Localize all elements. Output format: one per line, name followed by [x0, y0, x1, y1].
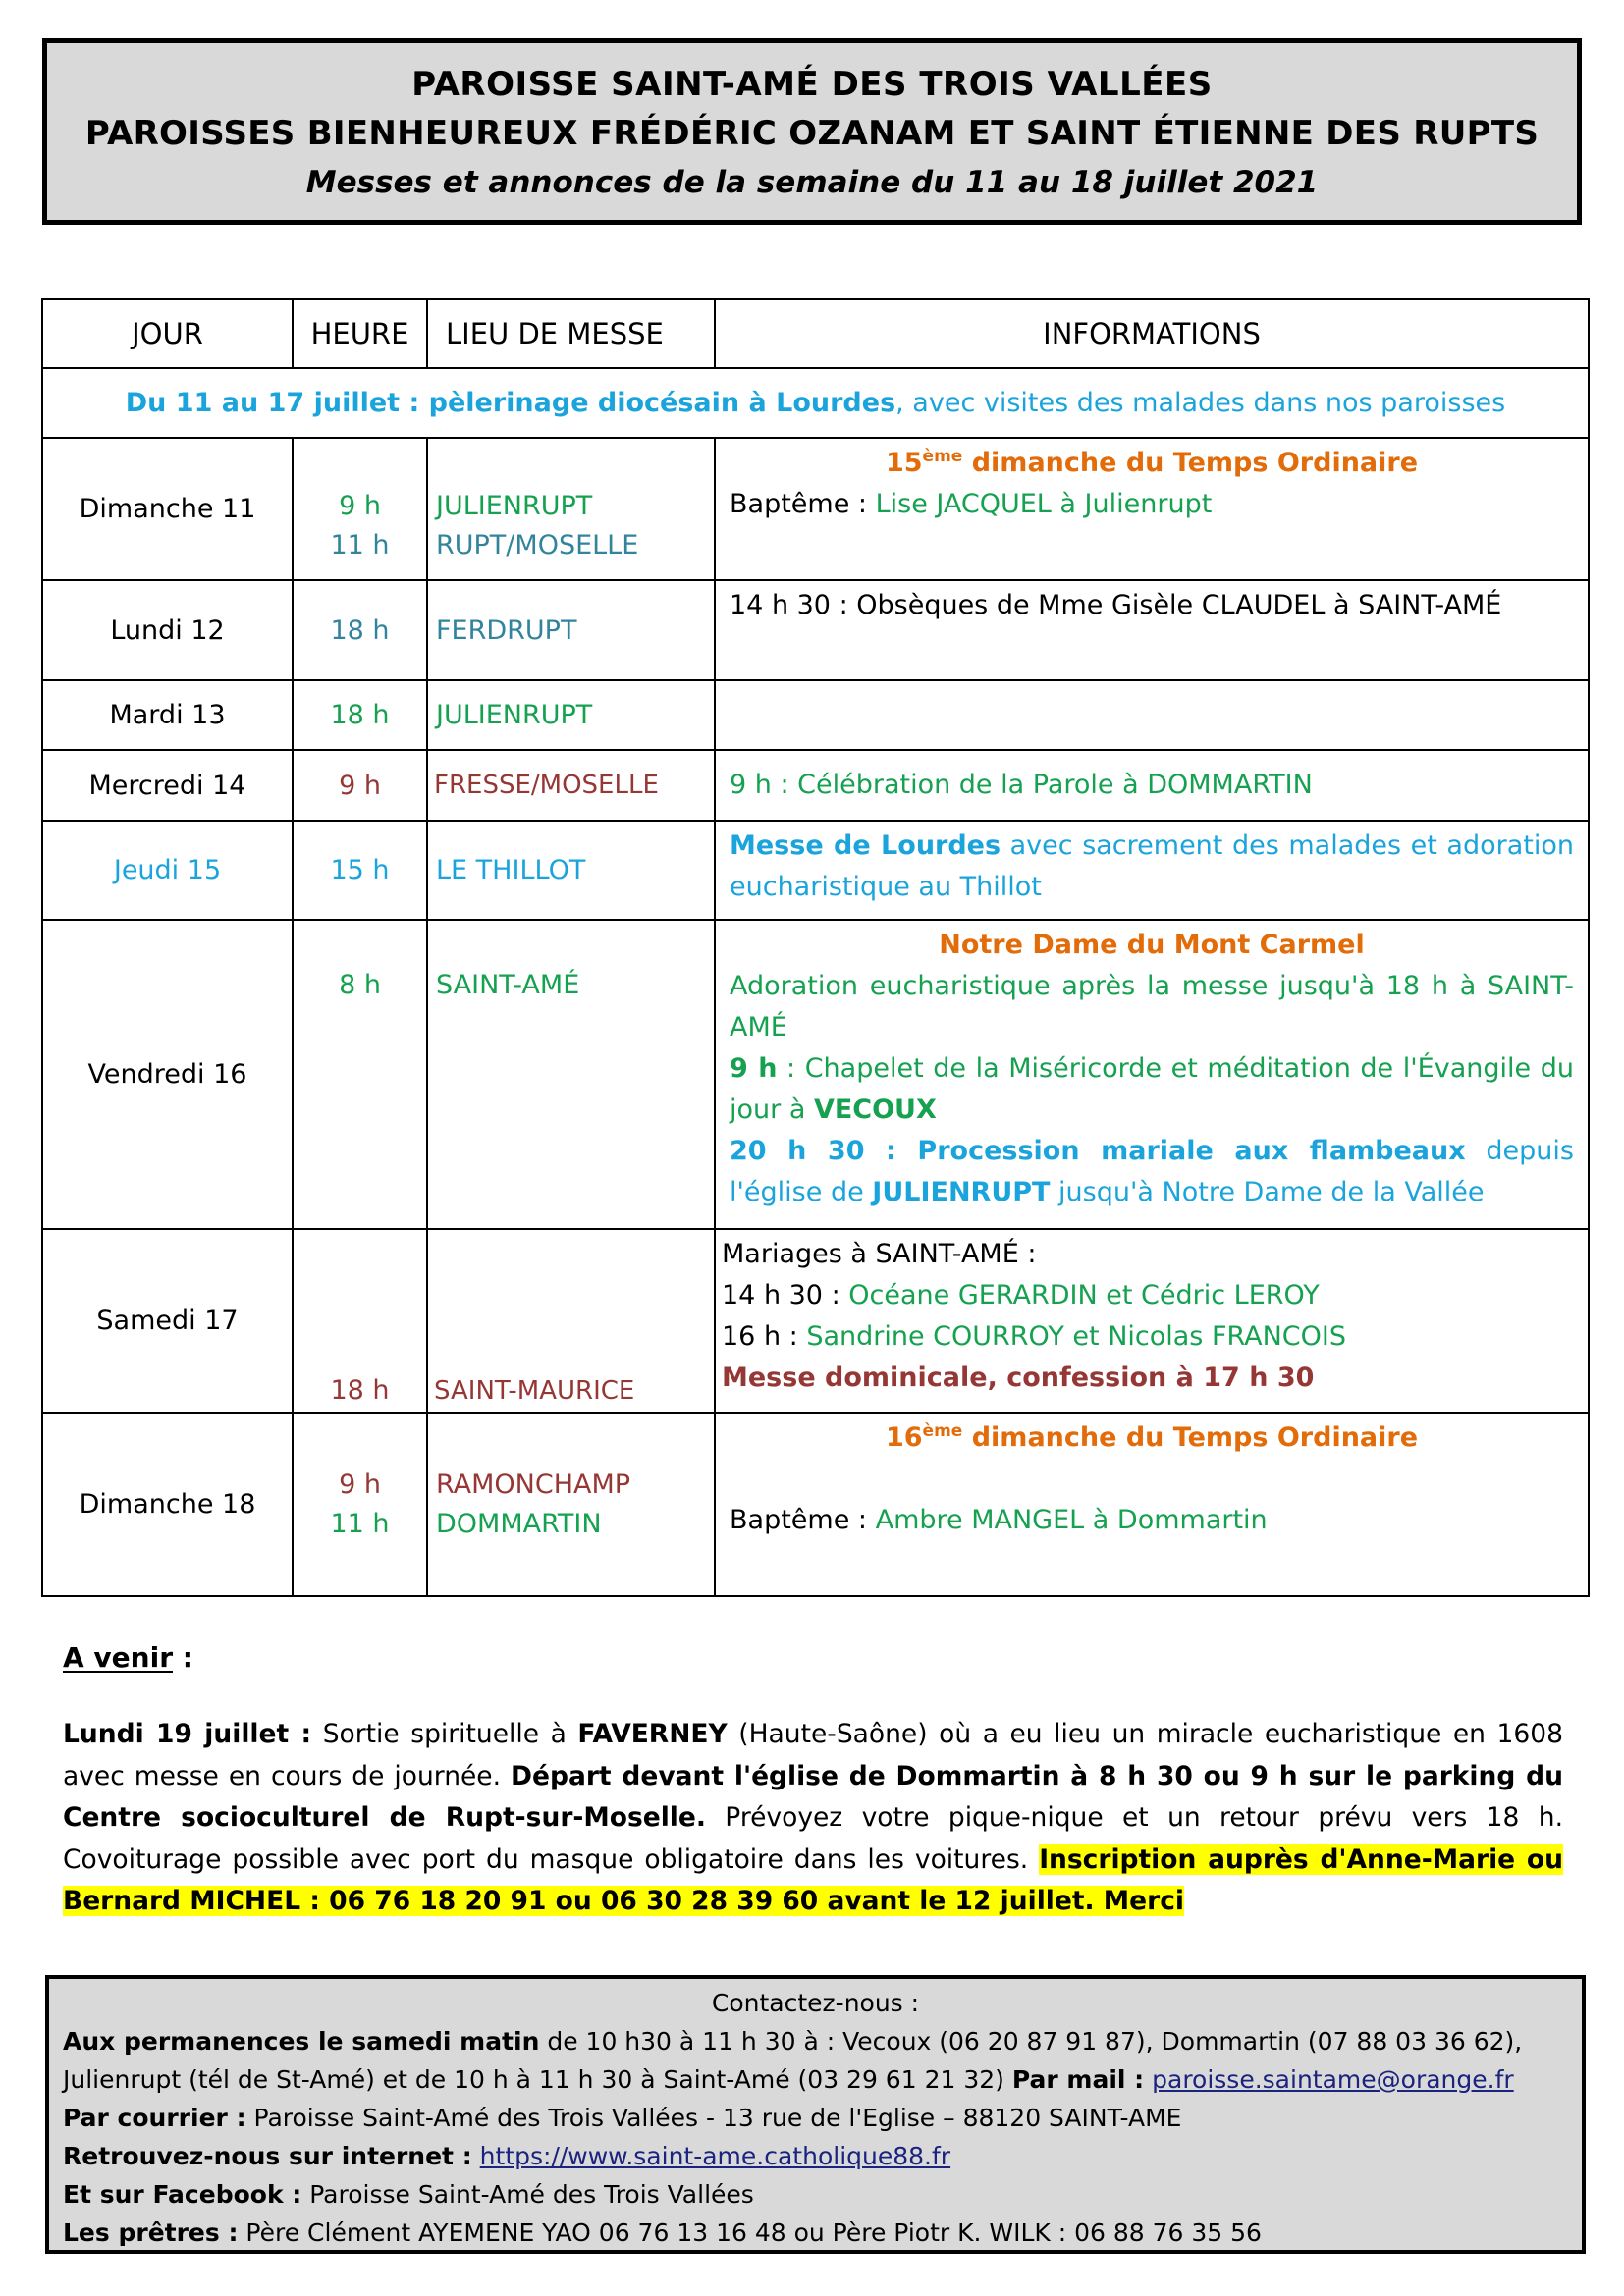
place-cell: JULIENRUPT: [427, 680, 715, 750]
permanences-label: Aux permanences le samedi matin: [63, 2027, 540, 2056]
liturgy-title-text: dimanche du Temps Ordinaire: [962, 448, 1419, 478]
baptism-value: Ambre MANGEL à Dommartin: [875, 1505, 1268, 1535]
day-cell: Dimanche 11: [42, 438, 293, 580]
day-cell: Lundi 12: [42, 580, 293, 680]
table-row: [42, 920, 1589, 1229]
contact-permanences-2: [63, 2065, 1568, 2094]
baptism-label: Baptême :: [730, 1505, 876, 1535]
internet-label: Retrouvez-nous sur internet :: [63, 2142, 472, 2170]
time-cell: 18 h: [293, 680, 427, 750]
parish-title: PAROISSE SAINT-AMÉ DES TROIS VALLÉES: [411, 65, 1213, 104]
liturgy-title-text: dimanche du Temps Ordinaire: [962, 1422, 1419, 1453]
table-row: [42, 1229, 1589, 1413]
contact-courrier: [63, 2104, 1568, 2132]
wedding-names: Océane GERARDIN et Cédric LEROY: [848, 1280, 1320, 1310]
place-value: JULIENRUPT: [436, 490, 593, 521]
parishes-subtitle: PAROISSES BIENHEUREUX FRÉDÉRIC OZANAM ET SAINT ÉTIENNE DES RUPTS: [84, 114, 1540, 153]
time-value: 9 h: [339, 490, 381, 521]
baptism-value: Lise JACQUEL à Julienrupt: [875, 489, 1213, 519]
procession-text: depuis l'église de: [730, 1136, 1574, 1207]
info-cell: [715, 438, 1589, 580]
info-cell: [715, 920, 1589, 1229]
upcoming-heading: [63, 1641, 193, 1674]
table-row: [42, 438, 1589, 580]
time-cell: [293, 438, 427, 580]
baptism-line: [730, 1500, 1574, 1541]
baptism-line: [730, 484, 1574, 525]
upcoming-text: (Haute-Saône) où a eu lieu un miracle eucharistique en 1608 avec messe en cours de journée.: [63, 1719, 1563, 1791]
liturgy-title: [730, 443, 1574, 484]
wedding-line: [722, 1316, 1574, 1358]
day-cell: Mardi 13: [42, 680, 293, 750]
liturgy-sup: ème: [922, 447, 963, 466]
upcoming-heading-colon: :: [173, 1641, 193, 1674]
table-header-row: [42, 299, 1589, 368]
day-cell: Mercredi 14: [42, 750, 293, 821]
info-bold: Messe de Lourdes: [730, 830, 1001, 861]
contact-permanences: [63, 2027, 1568, 2056]
place-value: DOMMARTIN: [436, 1508, 602, 1539]
upcoming-date: Lundi 19 juillet :: [63, 1719, 312, 1749]
time-cell: [293, 1413, 427, 1596]
table-row: [42, 750, 1589, 821]
contact-internet: [63, 2142, 1568, 2170]
procession-text-end: jusqu'à Notre Dame de la Vallée: [1050, 1177, 1485, 1207]
table-row: [42, 580, 1589, 680]
wedding-time: 14 h 30 :: [722, 1280, 849, 1310]
chapelet-line: [730, 1048, 1574, 1131]
upcoming-departure: Départ devant l'église de Dommartin à 8 h 30 ou 9 h sur le parking du Centre socioculturel de Rupt-sur-Moselle.: [63, 1760, 1563, 1833]
mail-label: Par mail :: [1011, 2065, 1145, 2094]
chapelet-time: 9 h: [730, 1053, 778, 1084]
info-cell: [715, 821, 1589, 920]
place-value: RUPT/MOSELLE: [436, 529, 639, 561]
baptism-label: Baptême :: [730, 489, 876, 519]
col-header-jour: JOUR: [42, 299, 293, 368]
upcoming-text: Prévoyez votre pique-nique et un retour prévu vers 18 h. Covoiturage possible avec port du masque obligatoire dans les voitures.: [63, 1802, 1563, 1875]
col-header-heure: HEURE: [293, 299, 427, 368]
time-cell: 15 h: [293, 821, 427, 920]
place-cell: FRESSE/MOSELLE: [427, 750, 715, 821]
procession-place: JULIENRUPT: [872, 1177, 1051, 1207]
sunday-mass-line: Messe dominicale, confession à 17 h 30: [722, 1362, 1315, 1393]
time-cell: 8 h: [293, 920, 427, 1229]
time-value: 11 h: [330, 529, 390, 561]
contact-facebook: [63, 2180, 1568, 2209]
day-cell: Dimanche 18: [42, 1413, 293, 1596]
registration-highlight: Inscription auprès d'Anne-Marie ou Bernard MICHEL : 06 76 18 20 91 ou 06 30 28 39 60 avant le 12 juillet. Merci: [63, 1843, 1563, 1916]
weddings-title: Mariages à SAINT-AMÉ :: [722, 1239, 1037, 1269]
chapelet-place: VECOUX: [813, 1095, 937, 1125]
info-cell: [715, 680, 1589, 750]
permanences-text: de 10 h30 à 11 h 30 à : Vecoux (06 20 87 91 87), Dommartin (07 88 03 36 62),: [539, 2027, 1523, 2056]
courrier-address: Paroisse Saint-Amé des Trois Vallées - 13 rue de l'Eglise – 88120 SAINT-AME: [245, 2104, 1182, 2132]
upcoming-paragraph: [63, 1714, 1563, 1923]
time-cell: 18 h: [293, 1229, 427, 1413]
upcoming-place: FAVERNEY: [577, 1719, 728, 1749]
table-row: [42, 680, 1589, 750]
adoration-line: Adoration eucharistique après la messe jusqu'à 18 h à SAINT-AMÉ: [730, 971, 1574, 1042]
table-row: [42, 821, 1589, 920]
priests-label: Les prêtres :: [63, 2218, 239, 2247]
mass-schedule-table: [41, 298, 1590, 1597]
place-cell: FERDRUPT: [427, 580, 715, 680]
col-header-informations: INFORMATIONS: [715, 299, 1589, 368]
liturgy-sup: ème: [922, 1421, 963, 1441]
facebook-label: Et sur Facebook :: [63, 2180, 302, 2209]
facebook-page: Paroisse Saint-Amé des Trois Vallées: [301, 2180, 754, 2209]
chapelet-text: : Chapelet de la Miséricorde et méditation de l'Évangile du jour à: [730, 1053, 1574, 1125]
info-text: avec sacrement des malades et adoration eucharistique au Thillot: [730, 830, 1574, 902]
email-link[interactable]: paroisse.saintame@orange.fr: [1152, 2065, 1514, 2094]
procession-title: 20 h 30 : Procession mariale aux flambeaux: [730, 1136, 1466, 1166]
permanences-text-2: Julienrupt (tél de St-Amé) et de 10 h à 11 h 30 à Saint-Amé (03 29 61 21 32): [63, 2065, 1012, 2094]
place-cell: SAINT-MAURICE: [427, 1229, 715, 1413]
lourdes-banner-rest: , avec visites des malades dans nos paroisses: [895, 388, 1506, 418]
time-cell: 18 h: [293, 580, 427, 680]
liturgy-number: 15: [885, 448, 923, 478]
wedding-names: Sandrine COURROY et Nicolas FRANCOIS: [806, 1321, 1347, 1352]
place-value: RAMONCHAMP: [436, 1468, 631, 1500]
time-value: 9 h: [339, 1468, 381, 1500]
wedding-time: 16 h :: [722, 1321, 807, 1352]
day-cell: Jeudi 15: [42, 821, 293, 920]
contact-box: [45, 1975, 1586, 2254]
day-cell: Samedi 17: [42, 1229, 293, 1413]
info-cell: 9 h : Célébration de la Parole à DOMMARTIN: [715, 750, 1589, 821]
col-header-lieu: LIEU DE MESSE: [427, 299, 715, 368]
courrier-label: Par courrier :: [63, 2104, 246, 2132]
place-cell: SAINT-AMÉ: [427, 920, 715, 1229]
liturgy-number: 16: [885, 1422, 923, 1453]
week-title: Messes et annonces de la semaine du 11 au 18 juillet 2021: [305, 165, 1319, 200]
liturgy-title: [730, 1417, 1574, 1459]
wedding-line: [722, 1275, 1574, 1316]
website-link[interactable]: https://www.saint-ame.catholique88.fr: [479, 2142, 951, 2170]
feast-title: Notre Dame du Mont Carmel: [939, 930, 1365, 960]
place-cell: LE THILLOT: [427, 821, 715, 920]
procession-line: [730, 1131, 1574, 1213]
lourdes-banner: [42, 368, 1589, 438]
info-cell: [715, 1413, 1589, 1596]
banner-row: [42, 368, 1589, 438]
info-cell: 14 h 30 : Obsèques de Mme Gisèle CLAUDEL à SAINT-AMÉ: [715, 580, 1589, 680]
info-cell: [715, 1229, 1589, 1413]
table-row: [42, 1413, 1589, 1596]
place-cell: [427, 438, 715, 580]
day-cell: Vendredi 16: [42, 920, 293, 1229]
contact-title: Contactez-nous :: [711, 1989, 920, 2017]
lourdes-banner-bold: Du 11 au 17 juillet : pèlerinage diocésain à Lourdes: [125, 388, 896, 418]
priests-text: Père Clément AYEMENE YAO 06 76 13 16 48 ou Père Piotr K. WILK : 06 88 76 35 56: [238, 2218, 1262, 2247]
upcoming-text: Sortie spirituelle à: [311, 1719, 578, 1749]
place-cell: [427, 1413, 715, 1596]
time-value: 11 h: [330, 1508, 390, 1539]
document-header: [42, 38, 1582, 225]
time-cell: 9 h: [293, 750, 427, 821]
upcoming-heading-text: A venir: [63, 1641, 173, 1674]
contact-priests: [63, 2218, 1568, 2247]
